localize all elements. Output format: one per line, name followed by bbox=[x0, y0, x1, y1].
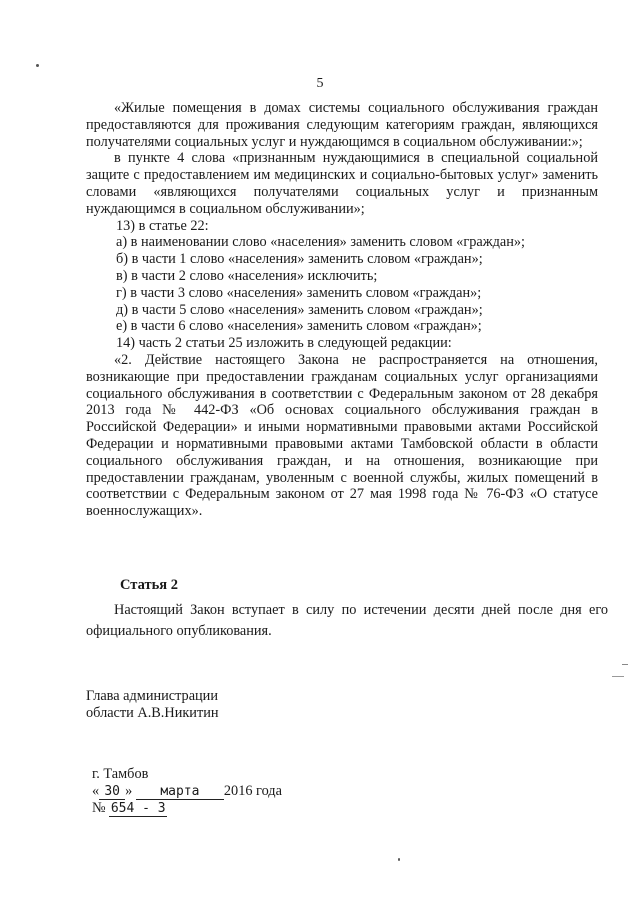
date-day: 30 bbox=[99, 785, 125, 800]
quote-paragraph-article-25: «2. Действие настоящего Закона не распространяется на отношения, возникающие при предоставлении гражданам социальных услуг организациями социального обслуживания в соответствии с Федеральным законом от 28 декабря 2013 года № 442-ФЗ «Об основах социального обслуживания граждан в Российской Федерации» и иными нормативными правовыми актами Российской Федерации и нормативными правовыми актами Тамбовской области в области социального обслуживания граждан, и на отношения, возникающие при предоставлении гражданам, уволенным с военной службы, жилых помещений в соответствии с Федеральным законом от 27 мая 1998 года № 76-ФЗ «О статусе военнослужащих». bbox=[86, 351, 598, 520]
article-2-heading: Статья 2 bbox=[120, 577, 178, 593]
subitem-v: в) в части 2 слово «населения» исключить; bbox=[116, 267, 378, 284]
date-line bbox=[92, 783, 282, 800]
law-body bbox=[86, 100, 598, 520]
place-and-date bbox=[92, 766, 282, 817]
subitem-e: е) в части 6 слово «населения» заменить словом «граждан»; bbox=[116, 318, 482, 335]
signature-title: Глава администрации bbox=[86, 688, 218, 704]
scan-speck bbox=[36, 64, 39, 67]
scan-speck bbox=[398, 858, 400, 861]
page-number: 5 bbox=[316, 76, 324, 91]
quote-close: » bbox=[125, 783, 133, 799]
number-line bbox=[92, 800, 282, 817]
scan-speck bbox=[612, 676, 624, 677]
subitem-d: д) в части 5 слово «населения» заменить словом «граждан»; bbox=[116, 301, 483, 318]
number-prefix: № bbox=[92, 800, 106, 816]
quote-paragraph-housing: «Жилые помещения в домах системы социального обслуживания граждан предоставляются для проживания следующим категориям граждан, являющихся получателями социальных услуг и нуждающимся в социальном обслуживании:»; bbox=[86, 100, 598, 150]
date-month: марта bbox=[136, 785, 224, 800]
signature-block bbox=[86, 688, 219, 722]
paragraph-point-4: в пункте 4 слова «признанным нуждающимися в специальной социальной защите с предоставлением им медицинских и социально-бытовых услуг» заменить словами «являющихся получателями социальных услуг и признанным нуждающимся в социальном обслуживании»; bbox=[86, 150, 598, 217]
city: г. Тамбов bbox=[92, 766, 149, 782]
item-14: 14) часть 2 статьи 25 изложить в следующей редакции: bbox=[116, 335, 452, 352]
subitem-a: а) в наименовании слово «населения» заменить словом «граждан»; bbox=[116, 234, 525, 251]
date-year: 2016 года bbox=[223, 783, 282, 799]
scan-speck bbox=[622, 664, 628, 665]
item-13: 13) в статье 22: bbox=[116, 217, 209, 234]
quote-open: « bbox=[92, 783, 100, 799]
document-number: 654 - 3 bbox=[110, 801, 166, 816]
article-2-text: Настоящий Закон вступает в силу по истечении десяти дней после дня его официального опубликования. bbox=[86, 602, 608, 639]
subitem-g: г) в части 3 слово «населения» заменить словом «граждан»; bbox=[116, 284, 482, 301]
subitem-b: б) в части 1 слово «населения» заменить словом «граждан»; bbox=[116, 251, 483, 268]
signature-name: области А.В.Никитин bbox=[86, 705, 219, 721]
